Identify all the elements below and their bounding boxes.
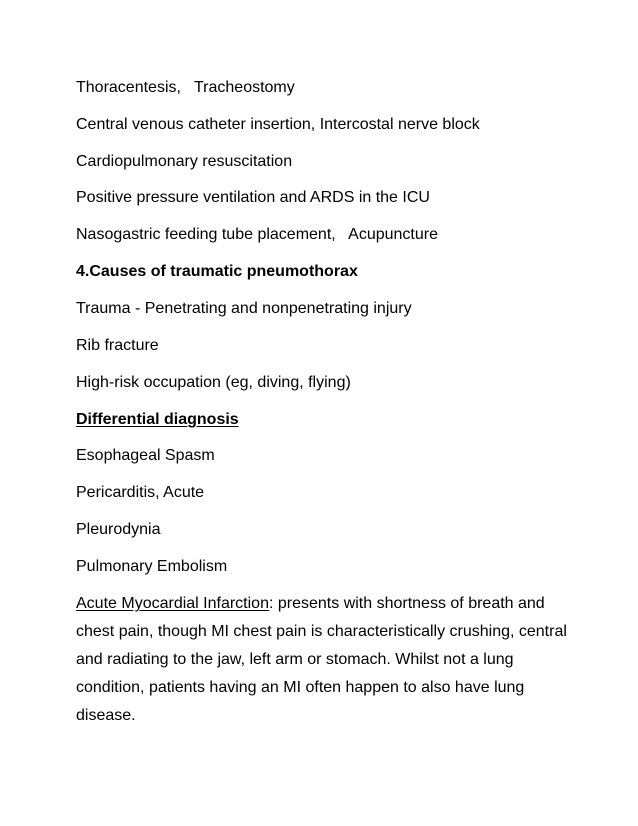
differential-pleurodynia: Pleurodynia: [76, 521, 161, 538]
ami-paragraph: [76, 590, 576, 730]
differential-pulmonary-embolism: Pulmonary Embolism: [76, 558, 228, 575]
cause-rib-fracture: Rib fracture: [76, 337, 159, 354]
cause-occupation: High-risk occupation (eg, diving, flying): [76, 374, 351, 391]
heading-traumatic-causes: 4.Causes of traumatic pneumothorax: [76, 263, 358, 280]
differential-esophageal-spasm: Esophageal Spasm: [76, 447, 215, 464]
heading-differential-diagnosis: Differential diagnosis: [76, 411, 239, 428]
text-line-central-venous: Central venous catheter insertion, Intercostal nerve block: [76, 116, 480, 133]
text-line-cpr: Cardiopulmonary resuscitation: [76, 153, 293, 170]
text-line-nasogastric: Nasogastric feeding tube placement, Acupuncture: [76, 226, 438, 243]
text-line-ppv: Positive pressure ventilation and ARDS in the ICU: [76, 189, 430, 206]
cause-trauma: Trauma - Penetrating and nonpenetrating injury: [76, 300, 412, 317]
ami-term: Acute Myocardial Infarction: [76, 595, 269, 612]
ami-description: : presents with shortness of breath and chest pain, though MI chest pain is characteristically crushing, central and radiating to the jaw, left arm or stomach. Whilst not a lung condition, patients having an MI often happen to also have lung disease.: [76, 595, 567, 724]
text-line-thoracentesis: Thoracentesis, Tracheostomy: [76, 79, 295, 96]
differential-pericarditis: Pericarditis, Acute: [76, 484, 205, 501]
